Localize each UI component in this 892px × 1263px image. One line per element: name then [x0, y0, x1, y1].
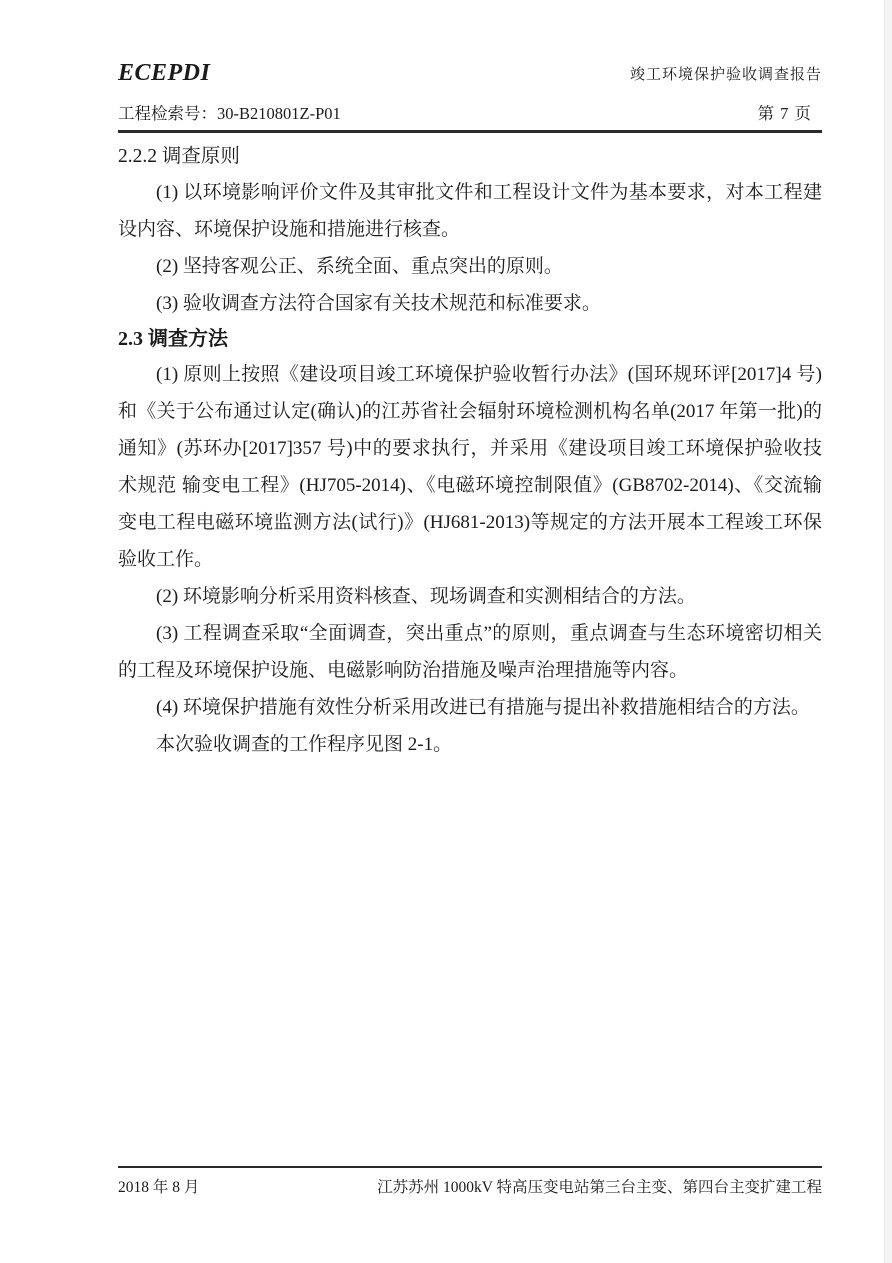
paragraph: (2) 坚持客观公正、系统全面、重点突出的原则。 [156, 256, 563, 277]
page-footer [118, 1166, 822, 1199]
document-type-label: 竣工环境保护验收调查报告 [629, 67, 822, 83]
paragraph: (3) 验收调查方法符合国家有关技术规范和标准要求。 [156, 293, 601, 314]
paragraph: (1) 原则上按照《建设项目竣工环境保护验收暂行办法》(国环规环评[2017]4 号)和《关于公布通过认定(确认)的江苏省社会辐射环境检测机构名单(2017 年第一批)的通知》(苏环办[2017]357 号)中的要求执行，并采用《建设项目竣工环境保护验收技术规范 输变电工程》(HJ705-2014)、《电磁环境控制限值》(GB8702-2014)、《交流输变电工程电磁环境监测方法(试行)》(HJ681-2013)等规定的方法开展本工程竣工环保验收工作。 [118, 364, 822, 570]
company-logo: ECEPDI [118, 60, 211, 86]
page-content [118, 58, 822, 763]
footer-project-name: 江苏苏州 1000kV 特高压变电站第三台主变、第四台主变扩建工程 [377, 1179, 822, 1196]
page-number-label: 第 7 页 [757, 104, 812, 123]
paragraph: 本次验收调查的工作程序见图 2-1。 [156, 734, 453, 755]
section-heading-2-2-2: 2.2.2 调查原则 [118, 146, 240, 167]
document-body [118, 140, 822, 763]
paragraph: (4) 环境保护措施有效性分析采用改进已有措施与提出补救措施相结合的方法。 [156, 697, 810, 718]
header-divider [118, 130, 822, 133]
footer-date: 2018 年 8 月 [118, 1179, 200, 1196]
section-heading-2-3: 2.3 调查方法 [118, 328, 228, 350]
header-row-top [118, 58, 822, 88]
project-index-number: 工程检索号：30-B210801Z-P01 [118, 104, 341, 123]
header-row-bottom [118, 103, 822, 125]
paragraph: (2) 环境影响分析采用资料核查、现场调查和实测相结合的方法。 [156, 586, 696, 607]
paragraph: (1) 以环境影响评价文件及其审批文件和工程设计文件为基本要求，对本工程建设内容、环境保护设施和措施进行核查。 [118, 182, 822, 240]
paragraph: (3) 工程调查采取“全面调查，突出重点”的原则，重点调查与生态环境密切相关的工程及环境保护设施、电磁影响防治措施及噪声治理措施等内容。 [118, 623, 822, 681]
scan-edge [884, 0, 892, 1263]
page-header [118, 58, 822, 133]
